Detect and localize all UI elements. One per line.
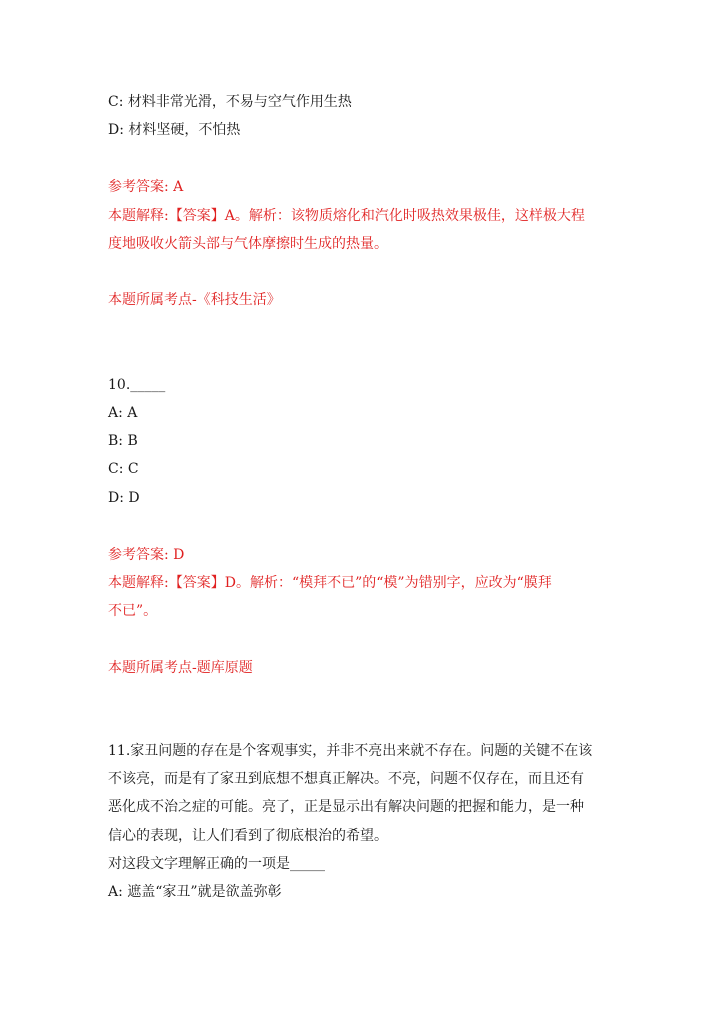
option-d: D: 材料坚硬，不怕热: [108, 122, 241, 138]
question-stem-line: 11.家丑问题的存在是个客观事实，并非不亮出来就不存在。问题的关键不在该: [108, 743, 593, 759]
answer-label: 参考答案: A: [108, 179, 184, 195]
explanation-line: 度地吸收火箭头部与气体摩擦时生成的热量。: [108, 236, 388, 252]
option-c: C: 材料非常光滑，不易与空气作用生热: [108, 94, 352, 110]
question-stem: 10._____: [108, 377, 166, 393]
option-a: A: A: [108, 405, 138, 421]
option-b: B: B: [108, 433, 138, 449]
explanation-line: 本题解释:【答案】D。解析：“模拜不已”的“模”为错别字，应改为“膜拜: [108, 575, 552, 591]
topic-label: 本题所属考点-《科技生活》: [108, 292, 281, 308]
question-prompt: 对这段文字理解正确的一项是_____: [108, 856, 325, 872]
topic-label: 本题所属考点-题库原题: [108, 660, 253, 676]
question-stem-line: 信心的表现，让人们看到了彻底根治的希望。: [108, 828, 388, 844]
question-stem-line: 恶化成不治之症的可能。亮了，正是显示出有解决问题的把握和能力，是一种: [108, 799, 584, 815]
option-c: C: C: [108, 461, 139, 477]
explanation-line: 不已”。: [108, 603, 158, 619]
explanation-line: 本题解释:【答案】A。解析：该物质熔化和汽化时吸热效果极佳，这样极大程: [108, 208, 585, 224]
option-a: A: 遮盖“家丑”就是欲盖弥彰: [108, 884, 282, 900]
answer-label: 参考答案: D: [108, 547, 185, 563]
option-d: D: D: [108, 490, 140, 506]
question-stem-line: 不该亮，而是有了家丑到底想不想真正解决。不亮，问题不仅存在，而且还有: [108, 771, 584, 787]
